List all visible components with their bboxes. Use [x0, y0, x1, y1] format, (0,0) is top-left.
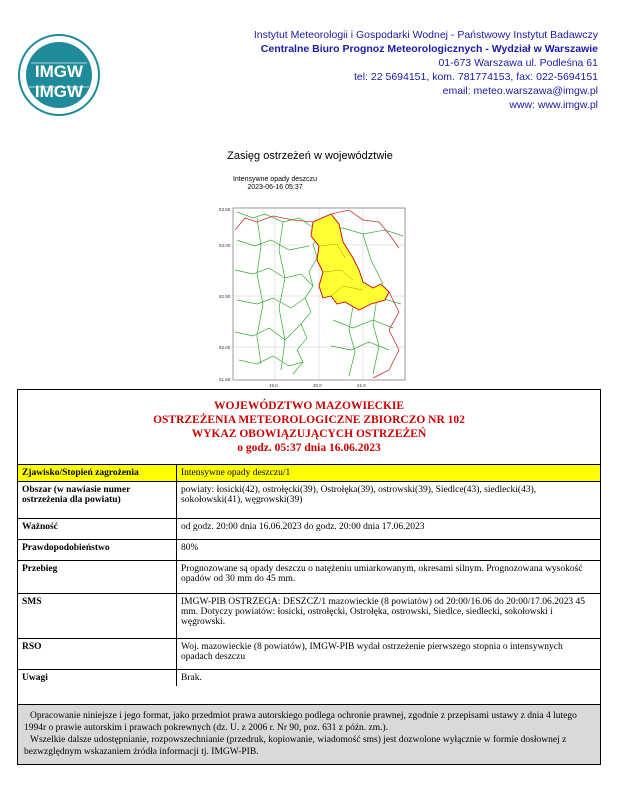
svg-text:21.0: 21.0 [357, 383, 366, 388]
row-label: SMS [18, 594, 177, 639]
svg-text:20.0: 20.0 [313, 383, 322, 388]
row-label: Uwagi [18, 670, 177, 687]
logo-text-bottom: IMGW [34, 82, 84, 101]
row-label: Zjawisko/Stopień zagrożenia [18, 465, 177, 482]
svg-text:52.50: 52.50 [219, 294, 231, 299]
imgw-logo [17, 33, 101, 117]
warning-document [17, 389, 601, 765]
header-www[interactable]: www: www.imgw.pl [509, 99, 598, 111]
page-subtitle: Zasięg ostrzeżeń w województwie [227, 150, 393, 162]
footer-distribution: Wszelkie dalsze udostępnianie, rozpowszechnianie (przedruk, kopiowanie, wiadomość sms) jest dozwolone wyłącznie w formie dosłownej z bezwzględnym wskazaniem źródła informacji tj. IMGW-PIB. [24, 735, 567, 757]
row-value: Brak. [177, 670, 601, 687]
svg-text:53.00: 53.00 [219, 243, 231, 248]
warning-map [213, 200, 413, 390]
table-row [18, 465, 600, 482]
svg-text:19.0: 19.0 [269, 383, 278, 388]
row-label: Przebieg [18, 561, 177, 594]
doc-title-warnings: OSTRZEŻENIA METEOROLOGICZNE ZBIORCZO NR 102 [153, 414, 465, 426]
row-value: Intensywne opady deszczu/1 [177, 465, 601, 482]
document-heading [18, 390, 600, 464]
header-phone: tel: 22 5694151, kom. 781774153, fax: 022-5694151 [353, 71, 598, 83]
row-value: IMGW-PIB OSTRZEGA: DESZCZ/1 mazowieckie (8 powiatów) od 20:00/16.06 do 20:00/17.06.2023 45 mm. Dotyczy powiatów: łosicki, ostrołęcki, Ostrołęka, ostrowski, Siedlce, siedlecki, sokołowski i węgrowski. [177, 594, 601, 639]
table-row [18, 561, 600, 594]
row-label: Ważność [18, 519, 177, 540]
table-row [18, 670, 600, 687]
row-value: 80% [177, 540, 601, 561]
table-row [18, 519, 600, 540]
table-row [18, 540, 600, 561]
row-label: Obszar (w nawiasie numer ostrzeżenia dla powiatu) [18, 482, 177, 519]
map-caption [200, 176, 350, 192]
svg-text:52.00: 52.00 [219, 345, 231, 350]
doc-title-list: WYKAZ OBOWIĄZUJĄCYCH OSTRZEŻEŃ [191, 428, 427, 440]
row-value: powiaty: łosicki(42), ostrołęcki(39), Ostrołęka(39), ostrowski(39), Siedlce(43), siedlecki(43), sokołowski(41), węgrowski(39) [177, 482, 601, 519]
header-email[interactable]: email: meteo.warszawa@imgw.pl [442, 85, 598, 97]
doc-title-province: WOJEWÓDZTWO MAZOWIECKIE [213, 400, 405, 412]
warning-table [18, 464, 600, 686]
header-line-1: Instytut Meteorologii i Gospodarki Wodnej - Państwowy Instytut Badawczy [253, 29, 598, 41]
table-row [18, 639, 600, 670]
header-address: 01-673 Warszawa ul. Podleśna 61 [438, 57, 598, 69]
copyright-footer [18, 704, 600, 764]
institute-header [254, 28, 598, 112]
logo-text-top: IMGW [34, 62, 84, 81]
svg-text:53.50: 53.50 [219, 207, 231, 212]
map-caption-phenomenon: Intensywne opady deszczu [232, 176, 318, 183]
footer-copyright: Opracowanie niniejsze i jego format, jako przedmiot prawa autorskiego podlega ochronie prawnej, zgodnie z przepisami ustawy z dnia 4 lutego 1994r o prawie autorskim i prawach pokrewnych (dz. U. z 2006 r. Nr 90, poz. 631 z późn. zm.). [24, 711, 577, 733]
svg-text:51.50: 51.50 [219, 377, 231, 382]
row-value: Woj. mazowieckie (8 powiatów), IMGW-PIB wydał ostrzeżenie pierwszego stopnia o intensywnych opadach deszczu [177, 639, 601, 670]
row-label: Prawdopodobieństwo [18, 540, 177, 561]
table-row [18, 594, 600, 639]
row-value: od godz. 20:00 dnia 16.06.2023 do godz. 20:00 dnia 17.06.2023 [177, 519, 601, 540]
row-value: Prognozowane są opady deszczu o natężeniu umiarkowanym, okresami silnym. Prognozowana wysokość opadów od 30 mm do 45 mm. [177, 561, 601, 594]
table-row [18, 482, 600, 519]
doc-title-time: o godz. 05:37 dnia 16.06.2023 [237, 442, 381, 454]
row-label: RSO [18, 639, 177, 670]
map-caption-timestamp: 2023-06-16 05:37 [247, 184, 303, 191]
header-line-2: Centralne Biuro Prognoz Meteorologicznych - Wydział w Warszawie [260, 43, 598, 55]
